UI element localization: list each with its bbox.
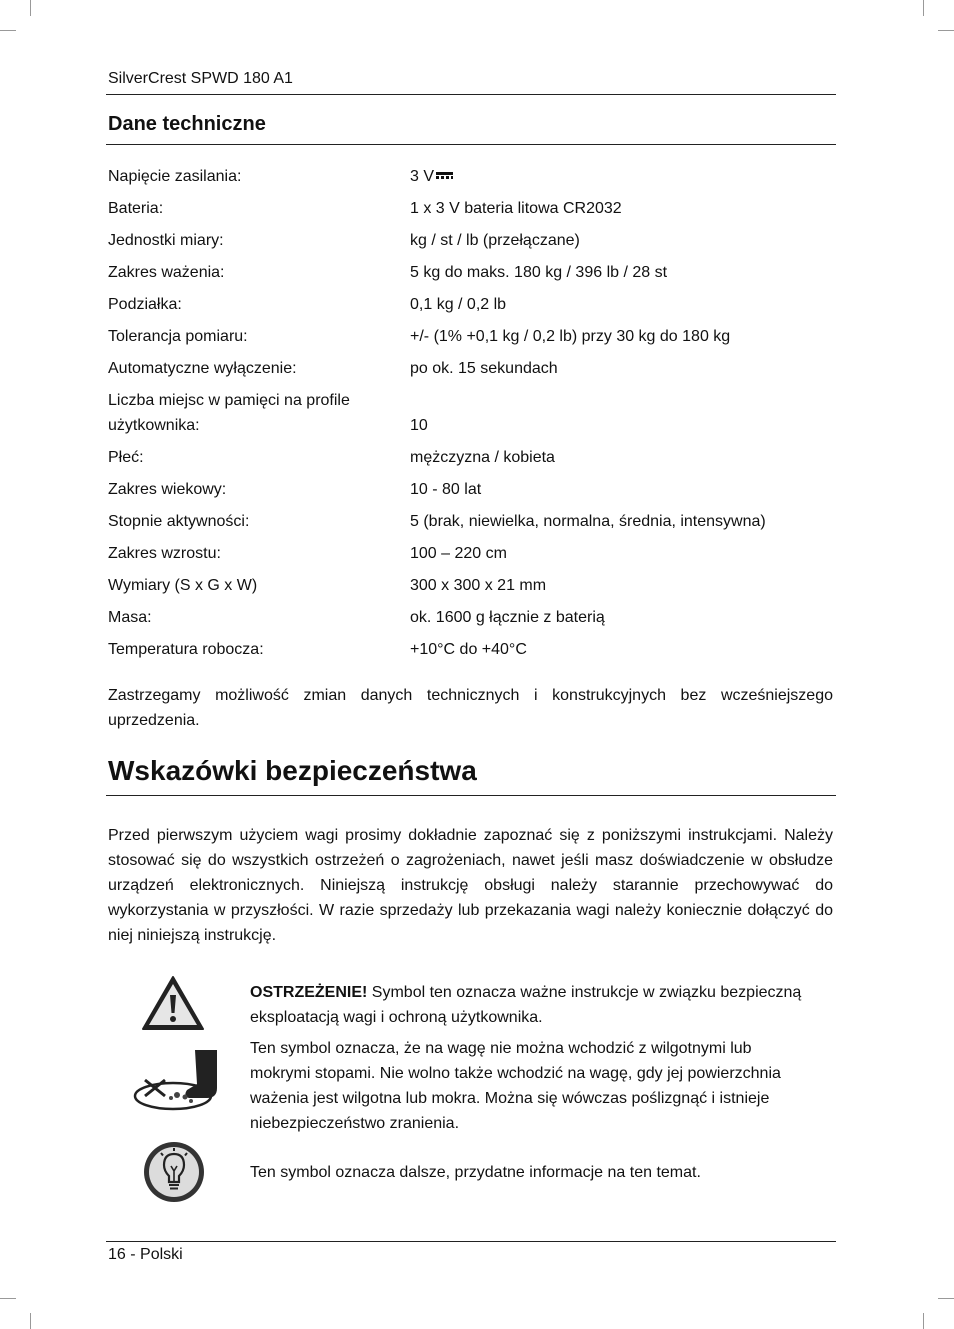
lightbulb-icon: [142, 1140, 206, 1204]
spec-value: 10 - 80 lat: [410, 481, 482, 498]
spec-label: Jednostki miary:: [108, 232, 224, 249]
spec-label: Automatyczne wyłączenie:: [108, 360, 297, 377]
wet-feet-icon: [131, 1048, 221, 1114]
spec-value: 1 x 3 V bateria litowa CR2032: [410, 200, 622, 217]
wet-feet-text: Ten symbol oznacza, że na wagę nie można wchodzić z wilgotnymi lub mokrymi stopami. Nie wolno także wchodzić na wagę, gdy jej powierzchnia ważenia jest wilgotna lub mokra. Można się wówczas poślizgnąć i istnieje niebezpieczeństwo zranienia.: [250, 1040, 781, 1132]
spec-row: [108, 509, 836, 534]
safety-heading-rule: [106, 795, 836, 796]
spec-row: [108, 445, 836, 470]
spec-label: Zakres wzrostu:: [108, 545, 221, 562]
spec-label: Liczba miejsc w pamięci na profile użytkownika:: [108, 392, 350, 434]
info-text: Ten symbol oznacza dalsze, przydatne informacje na ten temat.: [250, 1164, 701, 1181]
spec-value: +/- (1% +0,1 kg / 0,2 lb) przy 30 kg do 180 kg: [410, 328, 731, 345]
safety-intro: Przed pierwszym użyciem wagi prosimy dokładnie zapoznać się z poniższymi instrukcjami. Należy stosować się do wszystkich ostrzeżeń o zagrożeniach, nawet jeśli masz doświadczenie w obsłudze urządzeń elektronicznych. Niniejszą instrukcję obsługi należy starannie przechowywać do wykorzystania w przyszłości. W razie sprzedaży lub przekazania wagi należy koniecznie dołączyć do niej niniejszą instrukcję.: [108, 827, 833, 944]
tech-heading: Dane techniczne: [108, 113, 266, 135]
spec-label: Zakres wiekowy:: [108, 481, 227, 498]
spec-row: [108, 605, 836, 630]
spec-value: 5 kg do maks. 180 kg / 396 lb / 28 st: [410, 264, 668, 281]
footer-rule: [106, 1241, 836, 1242]
spec-row: [108, 388, 836, 438]
spec-label: Stopnie aktywności:: [108, 513, 250, 530]
spec-label: Podziałka:: [108, 296, 182, 313]
spec-row: [108, 477, 836, 502]
spec-label: Bateria:: [108, 200, 164, 217]
spec-label: Tolerancja pomiaru:: [108, 328, 248, 345]
dc-current-icon: [436, 172, 453, 179]
spec-table: [108, 164, 836, 669]
spec-row: [108, 356, 836, 381]
spec-label: Zakres ważenia:: [108, 264, 225, 281]
header-rule: [106, 94, 836, 95]
spec-value: +10°C do +40°C: [410, 641, 527, 658]
spec-value: mężczyzna / kobieta: [410, 449, 555, 466]
page-footer: 16 - Polski: [108, 1246, 183, 1263]
spec-value: 300 x 300 x 21 mm: [410, 577, 547, 594]
warning-label: OSTRZEŻENIE!: [250, 984, 368, 1001]
spec-value: ok. 1600 g łącznie z baterią: [410, 609, 605, 626]
warning-triangle-icon: [141, 975, 205, 1031]
spec-row: [108, 260, 836, 285]
spec-label: Masa:: [108, 609, 152, 626]
spec-row: [108, 228, 836, 253]
spec-row: [108, 324, 836, 349]
spec-value: 10: [410, 417, 428, 434]
spec-row: [108, 292, 836, 317]
spec-label: Wymiary (S x G x W): [108, 577, 258, 594]
spec-value: kg / st / lb (przełączane): [410, 232, 580, 249]
spec-row: [108, 541, 836, 566]
spec-value: 3 V: [410, 164, 836, 189]
spec-label: Temperatura robocza:: [108, 641, 264, 658]
spec-value: 0,1 kg / 0,2 lb: [410, 296, 507, 313]
spec-row: [108, 637, 836, 662]
warning-text: OSTRZEŻENIE! Symbol ten oznacza ważne instrukcje w związku bezpieczną eksploatacją wagi i ochroną użytkownika.: [250, 984, 802, 1026]
running-header: SilverCrest SPWD 180 A1: [108, 70, 293, 87]
tech-note: Zastrzegamy możliwość zmian danych technicznych i konstrukcyjnych bez wcześniejszego uprzedzenia.: [108, 687, 833, 729]
spec-value: po ok. 15 sekundach: [410, 360, 558, 377]
spec-row: [108, 573, 836, 598]
spec-row: [108, 164, 836, 189]
spec-value: 100 – 220 cm: [410, 545, 507, 562]
spec-label: Napięcie zasilania:: [108, 168, 242, 185]
tech-heading-rule: [106, 144, 836, 145]
spec-value: 5 (brak, niewielka, normalna, średnia, intensywna): [410, 513, 766, 530]
safety-heading: Wskazówki bezpieczeństwa: [108, 755, 477, 786]
spec-row: [108, 196, 836, 221]
spec-label: Płeć:: [108, 449, 144, 466]
